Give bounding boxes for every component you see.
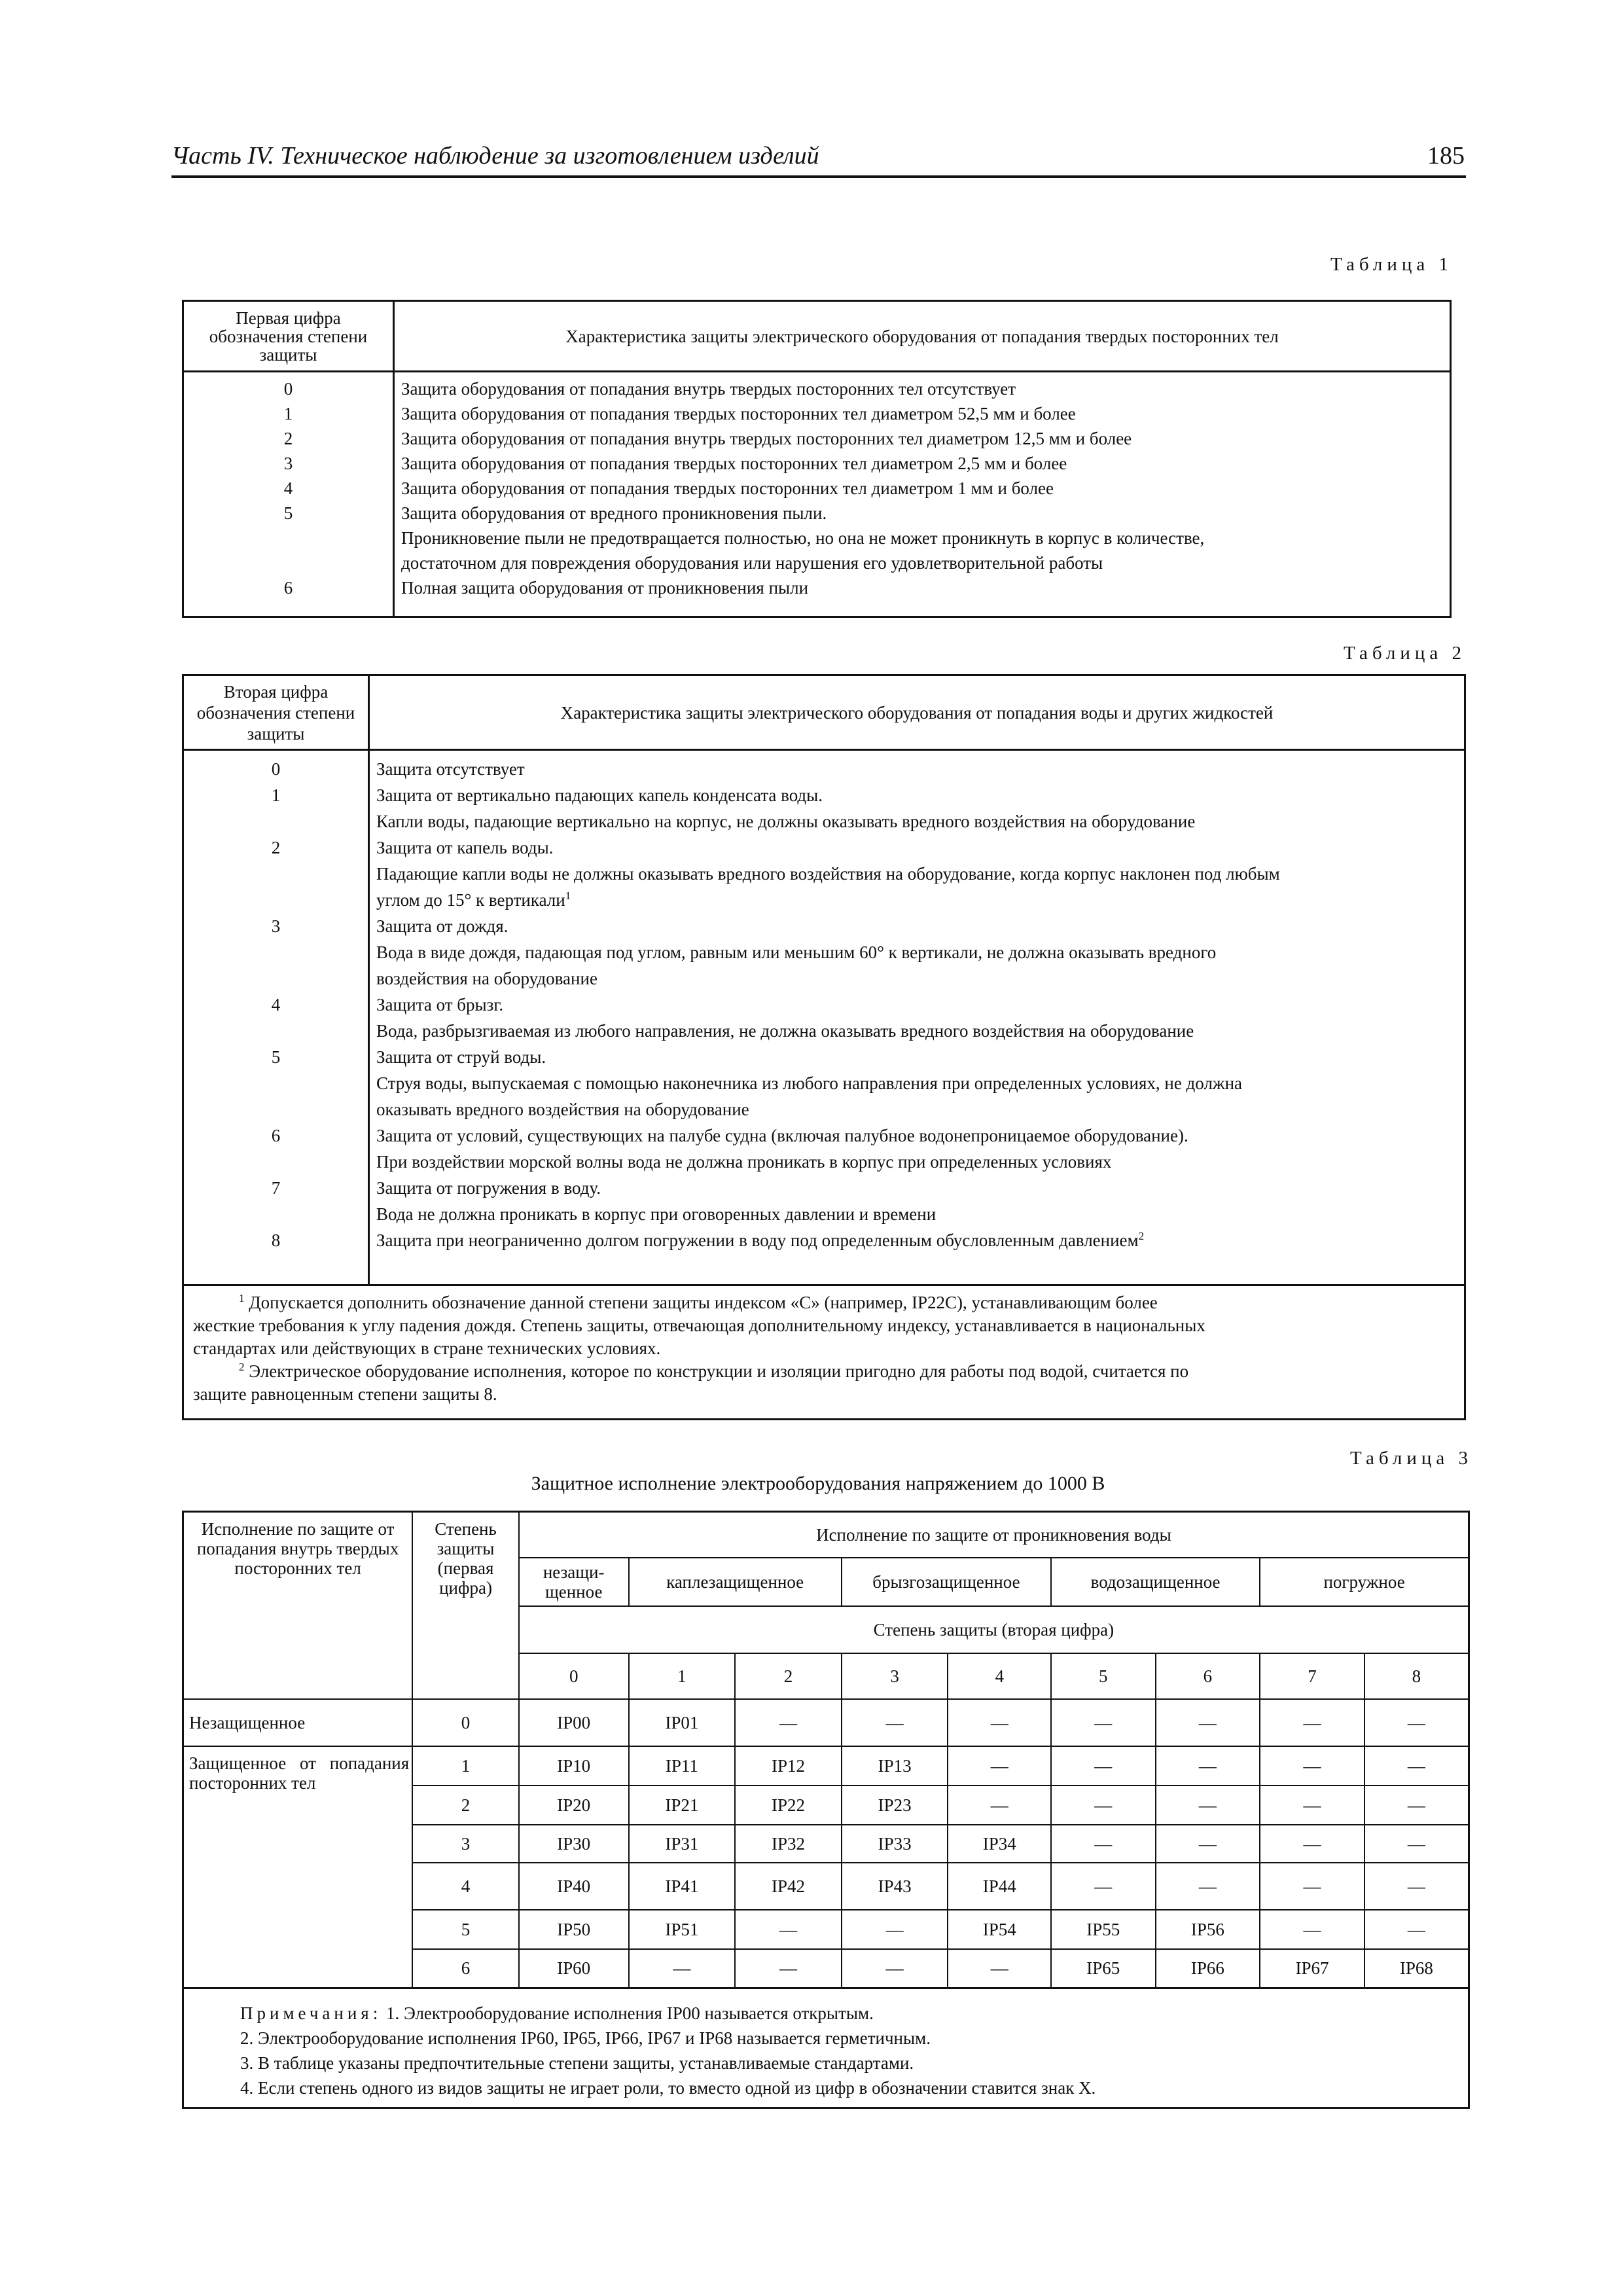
table2-number-column [183,750,369,1285]
ip-code-cell: — [1156,1746,1260,1785]
footnote-marker: 1 [239,1291,245,1304]
ip-code-cell: IP11 [629,1746,736,1785]
footnote-line [193,1314,1455,1337]
ip-code-cell: — [948,1949,1051,1988]
row-number: 1 [271,785,281,805]
first-digit-cell: 6 [412,1949,519,1988]
ip-code-cell: IP12 [735,1746,842,1785]
table2-caption: Таблица 2 [1343,643,1466,664]
table3-water-header: Исполнение по защите от проникновения воды [519,1512,1469,1558]
ip-code-cell: — [1364,1746,1469,1785]
table3-second-digit-header: Степень защиты (вторая цифра) [519,1606,1469,1653]
footnote-line [193,1360,1455,1383]
footnote-marker: 1 [565,889,571,902]
row-text-content: Защита от вертикально падающих капель конденсата воды. [376,785,823,805]
ip-code-cell: IP42 [735,1863,842,1910]
table3-col1-header: Исполнение по защите от попадания внутрь твердых посторонних тел [183,1512,413,1699]
ip-code-cell: — [1364,1785,1469,1825]
ip-code-cell: — [842,1949,948,1988]
row-text [401,476,1443,501]
ip-code-cell: — [1156,1699,1260,1746]
second-digit-7: 7 [1260,1653,1364,1699]
row-text [376,834,1457,861]
row-text-content: углом до 15° к вертикали [376,890,565,910]
ip-code-cell: IP67 [1260,1949,1364,1988]
row-text-content: Защита оборудования от попадания твердых посторонних тел диаметром 2,5 мм и более [401,454,1067,473]
footnote-marker: 2 [239,1360,245,1373]
row-number [190,1070,361,1096]
row-number: 7 [271,1178,281,1198]
second-digit-0: 0 [519,1653,629,1699]
row-text [401,526,1443,550]
ip-code-cell: IP32 [735,1825,842,1863]
row-text-content: Защита от погружения в воду. [376,1178,601,1198]
row-text [401,451,1443,476]
footnote-marker: 2 [1138,1230,1145,1242]
ip-code-cell: IP22 [735,1785,842,1825]
ip-code-cell: — [1156,1825,1260,1863]
table2 [182,674,1466,1420]
row-number: 6 [271,1126,281,1145]
note-text: 4. Если степень одного из видов защиты не играет роли, то вместо одной из цифр в обозначении ставится знак Х. [240,2078,1096,2098]
ip-code-cell: — [1051,1746,1156,1785]
ip-code-cell: — [1260,1746,1364,1785]
table1-text-column [394,372,1451,617]
table3-group-waterproof: водозащищенное [1051,1558,1260,1606]
row-text [376,887,1457,913]
row-text [376,913,1457,939]
table2-footnotes [183,1285,1465,1419]
ip-code-cell: — [1051,1825,1156,1863]
table3-group-submersible: погружное [1260,1558,1469,1606]
ip-code-cell: IP34 [948,1825,1051,1863]
table1 [182,300,1452,618]
ip-code-cell: — [1051,1699,1156,1746]
row-number: 8 [271,1230,281,1250]
row-text [376,992,1457,1018]
row-text-content: воздействия на оборудование [376,969,597,988]
page-number: 185 [1427,142,1465,170]
table3-title: Защитное исполнение электрооборудования напряжением до 1000 В [531,1473,1105,1494]
ip-code-cell: — [1364,1699,1469,1746]
notes-label: Примечания: [240,2003,382,2023]
note-line [240,2075,1409,2100]
row-text-content: Защита от дождя. [376,916,508,936]
first-digit-cell: 4 [412,1863,519,1910]
row-text-content: оказывать вредного воздействия на оборудование [376,1100,749,1119]
row-text-content: Защита от капель воды. [376,838,554,857]
row-text [376,965,1457,992]
header-rule [171,175,1466,178]
footnote-text: Электрическое оборудование исполнения, которое по конструкции и изоляции пригодно для работы под водой, считается по [249,1361,1189,1381]
table1-caption: Таблица 1 [1330,254,1453,275]
row-text-content: Капли воды, падающие вертикально на корпус, не должны оказывать вредного воздействия на оборудование [376,812,1196,831]
table2-text-column [369,750,1465,1285]
ip-code-cell: IP13 [842,1746,948,1785]
second-digit-4: 4 [948,1653,1051,1699]
ip-code-cell: — [948,1785,1051,1825]
ip-code-cell: IP44 [948,1863,1051,1910]
row-text [401,401,1443,426]
row-number: 1 [283,404,293,423]
ip-code-cell: IP68 [1364,1949,1469,1988]
row-text-content: При воздействии морской волны вода не должна проникать в корпус при определенных условиях [376,1152,1112,1172]
row-number: 0 [271,759,281,779]
row-text-content: Защита от брызг. [376,995,504,1014]
row-text-content: Вода не должна проникать в корпус при оговоренных давлении и времени [376,1204,936,1224]
row-text [376,861,1457,887]
row-text-content: Защита оборудования от попадания твердых посторонних тел диаметром 1 мм и более [401,478,1054,498]
row-number [190,1096,361,1122]
ip-code-cell: IP41 [629,1863,736,1910]
ip-code-cell: — [1260,1863,1364,1910]
row-number [190,1201,361,1227]
footnote-text: стандартах или действующих в стране технических условиях. [193,1338,661,1358]
row-text-content: Падающие капли воды не должны оказывать вредного воздействия на оборудование, когда корпус наклонен под любым [376,864,1280,884]
ip-code-cell: — [1260,1825,1364,1863]
ip-code-cell: — [1364,1825,1469,1863]
table3-caption: Таблица 3 [1349,1448,1472,1469]
row-text-content: Защита при неограниченно долгом погружении в воду под определенным обусловленным давлением [376,1230,1139,1250]
second-digit-2: 2 [735,1653,842,1699]
ip-code-cell: IP55 [1051,1910,1156,1949]
row-number: 5 [283,503,293,523]
running-header-title: Часть IV. Техническое наблюдение за изготовлением изделий [171,142,819,170]
row-text [401,550,1443,575]
row-text [376,782,1457,808]
ip-code-cell: — [1260,1785,1364,1825]
first-digit-cell: 0 [412,1699,519,1746]
second-digit-6: 6 [1156,1653,1260,1699]
row-text [376,1175,1457,1201]
row-text [376,939,1457,965]
row-text-content: Защита отсутствует [376,759,525,779]
row-number: 4 [271,995,281,1014]
footnote [193,1360,1455,1406]
row-text [376,1122,1457,1149]
table3-notes [183,1988,1469,2108]
row-text-content: Полная защита оборудования от проникновения пыли [401,578,809,598]
row-text-content: Защита оборудования от попадания внутрь твердых посторонних тел диаметром 12,5 мм и более [401,429,1132,448]
second-digit-8: 8 [1364,1653,1469,1699]
row-number: 6 [283,578,293,598]
row-number [190,939,361,965]
ip-code-cell: — [735,1949,842,1988]
first-digit-cell: 3 [412,1825,519,1863]
row-number: 3 [271,916,281,936]
table2-col1-header: Вторая цифра обозначения степени защиты [183,675,369,750]
ip-code-cell: IP43 [842,1863,948,1910]
ip-code-cell: IP65 [1051,1949,1156,1988]
row-text [376,1070,1457,1096]
row-number [190,861,361,887]
ip-code-cell: — [948,1746,1051,1785]
second-digit-3: 3 [842,1653,948,1699]
note-text: 2. Электрооборудование исполнения IP60, IP65, IP66, IP67 и IP68 называется герметичным. [240,2028,931,2048]
row-text [401,426,1443,451]
table3-group-splashproof: брызгозащищенное [842,1558,1051,1606]
footnote-line [193,1291,1455,1314]
ip-code-cell: — [1051,1785,1156,1825]
row-text [376,1018,1457,1044]
ip-code-cell: — [1260,1910,1364,1949]
table2-col2-header: Характеристика защиты электрического оборудования от попадания воды и других жидкостей [369,675,1465,750]
ip-code-cell: — [735,1910,842,1949]
footnote [193,1291,1455,1360]
row-text [376,1227,1457,1253]
first-digit-cell: 2 [412,1785,519,1825]
ip-code-cell: — [842,1910,948,1949]
row-text [401,376,1443,401]
ip-code-cell: IP60 [519,1949,629,1988]
footnote-text: Допускается дополнить обозначение данной степени защиты индексом «С» (например, IP22C), устанавливающим более [249,1292,1158,1312]
ip-code-cell: IP30 [519,1825,629,1863]
table1-col2-header: Характеристика защиты электрического оборудования от попадания твердых посторонних тел [394,301,1451,372]
row-label-unprotected: Незащищенное [183,1699,413,1746]
row-text-content: Проникновение пыли не предотвращается полностью, но она не может проникнуть в корпус в количестве, [401,528,1205,548]
ip-code-cell: IP20 [519,1785,629,1825]
row-number: 5 [271,1047,281,1067]
ip-code-cell: — [1364,1863,1469,1910]
row-text [401,575,1443,600]
ip-code-cell: IP51 [629,1910,736,1949]
note-line [240,2051,1409,2075]
ip-code-cell: — [1051,1863,1156,1910]
row-text [376,1044,1457,1070]
note-text: 3. В таблице указаны предпочтительные степени защиты, устанавливаемые стандартами. [240,2053,914,2073]
table3-col2-header: Степень защиты (первая цифра) [412,1512,519,1699]
row-number: 3 [283,454,293,473]
row-number [190,965,361,992]
row-text [376,1149,1457,1175]
ip-code-cell: — [1156,1785,1260,1825]
footnote-text: жесткие требования к углу падения дождя. Степень защиты, отвечающая дополнительному индексу, устанавливается в национальных [193,1315,1205,1335]
ip-code-cell: IP50 [519,1910,629,1949]
row-number [190,526,386,550]
row-number: 2 [271,838,281,857]
row-number: 0 [283,379,293,399]
row-text-content: Вода, разбрызгиваемая из любого направления, не должна оказывать вредного воздействия на оборудование [376,1021,1194,1041]
ip-code-cell: — [629,1949,736,1988]
row-text-content: Защита оборудования от вредного проникновения пыли. [401,503,827,523]
second-digit-5: 5 [1051,1653,1156,1699]
row-text-content: Вода в виде дождя, падающая под углом, равным или меньшим 60° к вертикали, не должна оказывать вредного [376,942,1217,962]
row-text [376,756,1457,782]
row-number: 2 [283,429,293,448]
ip-code-cell: — [735,1699,842,1746]
row-label-protected: Защищенное от попадания посторонних тел [183,1746,413,1988]
row-text-content: Струя воды, выпускаемая с помощью наконечника из любого направления при определенных условиях, не должна [376,1073,1242,1093]
ip-code-cell: IP01 [629,1699,736,1746]
row-text-content: Защита от условий, существующих на палубе судна (включая палубное водонепроницаемое оборудование). [376,1126,1188,1145]
ip-code-cell: — [948,1699,1051,1746]
ip-code-cell: IP00 [519,1699,629,1746]
row-text [376,808,1457,834]
row-text [376,1201,1457,1227]
ip-code-cell: IP33 [842,1825,948,1863]
row-number [190,887,361,913]
ip-code-cell: IP56 [1156,1910,1260,1949]
ip-code-cell: IP31 [629,1825,736,1863]
row-text-content: достаточном для повреждения оборудования или нарушения его удовлетворительной работы [401,553,1103,573]
ip-code-cell: — [1260,1699,1364,1746]
ip-code-cell: IP23 [842,1785,948,1825]
first-digit-cell: 5 [412,1910,519,1949]
ip-code-cell: IP21 [629,1785,736,1825]
footnote-line [193,1383,1455,1406]
row-number [190,1018,361,1044]
ip-code-cell: IP40 [519,1863,629,1910]
ip-code-cell: IP66 [1156,1949,1260,1988]
ip-code-cell: IP10 [519,1746,629,1785]
ip-code-cell: — [842,1699,948,1746]
row-number: 4 [283,478,293,498]
row-number [190,550,386,575]
note-text: 1. Электрооборудование исполнения IP00 называется открытым. [385,2003,874,2023]
table3 [182,1511,1470,2109]
table3-group-unprotected: незащи-щенное [519,1558,629,1606]
footnote-line [193,1337,1455,1360]
note-line [240,2026,1409,2051]
note-line [240,2001,1409,2026]
row-text-content: Защита оборудования от попадания внутрь твердых посторонних тел отсутствует [401,379,1016,399]
table1-number-column [183,372,394,617]
row-number [190,1149,361,1175]
row-text [401,501,1443,526]
table1-col1-header: Первая цифра обозначения степени защиты [183,301,394,372]
ip-code-cell: — [1364,1910,1469,1949]
ip-code-cell: IP54 [948,1910,1051,1949]
row-number [190,808,361,834]
row-text [376,1096,1457,1122]
second-digit-1: 1 [629,1653,736,1699]
ip-code-cell: — [1156,1863,1260,1910]
row-text-content: Защита оборудования от попадания твердых посторонних тел диаметром 52,5 мм и более [401,404,1076,423]
row-text-content: Защита от струй воды. [376,1047,546,1067]
first-digit-cell: 1 [412,1746,519,1785]
table3-group-dripproof: каплезащищенное [629,1558,842,1606]
footnote-text: защите равноценным степени защиты 8. [193,1384,497,1404]
